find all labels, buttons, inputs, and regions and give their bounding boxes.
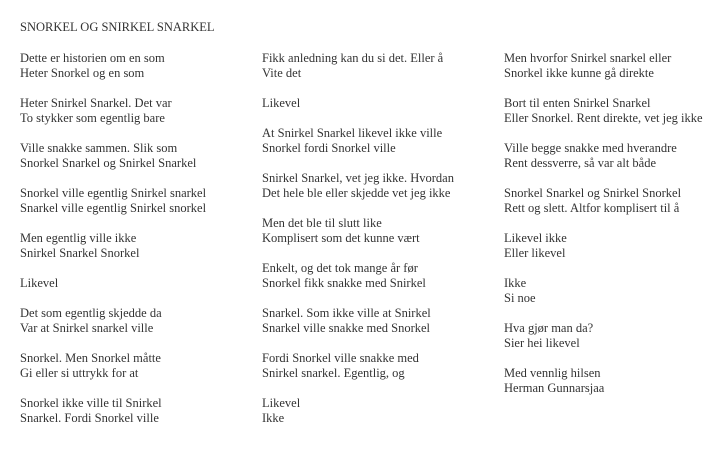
poem-line: Likevel [262, 396, 301, 410]
poem-line: Snirkel snarkel. Egentlig, og [262, 366, 405, 380]
poem-line: Men det ble til slutt like [262, 216, 382, 230]
poem-line: Komplisert som det kunne vært [262, 231, 420, 245]
poem-line: Enkelt, og det tok mange år før [262, 261, 418, 275]
signature-author: Herman Gunnarsjaa [504, 381, 605, 395]
stanza [504, 141, 703, 171]
poem-line: Snarkel ville egentlig Snirkel snorkel [20, 201, 207, 215]
stanza [504, 186, 703, 216]
poem-column-1 [20, 51, 206, 441]
poem-line: Ville snakke sammen. Slik som [20, 141, 178, 155]
poem-line: Eller likevel [504, 246, 566, 260]
poem-line: Heter Snorkel og en som [20, 66, 145, 80]
stanza [262, 171, 454, 201]
poem-line: Heter Snirkel Snarkel. Det var [20, 96, 172, 110]
stanza [20, 186, 206, 216]
stanza [20, 96, 206, 126]
stanza [504, 321, 703, 351]
poem-line: Snorkel fikk snakke med Snirkel [262, 276, 426, 290]
stanza [262, 261, 454, 291]
poem-line: Det hele ble eller skjedde vet jeg ikke [262, 186, 451, 200]
stanza [262, 351, 454, 381]
stanza [504, 96, 703, 126]
poem-line: Fordi Snorkel ville snakke med [262, 351, 419, 365]
poem-line: Snorkel Snarkel og Snirkel Snarkel [20, 156, 197, 170]
poem-line: Likevel [20, 276, 59, 290]
poem-line: Ikke [262, 411, 285, 425]
poem-line: Ikke [504, 276, 527, 290]
poem-line: Snorkel ville egentlig Snirkel snarkel [20, 186, 207, 200]
stanza [504, 276, 703, 306]
poem-line: Snarkel ville snakke med Snorkel [262, 321, 431, 335]
stanza [262, 126, 454, 156]
poem-line: Var at Snirkel snarkel ville [20, 321, 154, 335]
poem-line: Dette er historien om en som [20, 51, 165, 65]
stanza [20, 276, 206, 291]
poem-line: Bort til enten Snirkel Snarkel [504, 96, 651, 110]
poem-line: Likevel ikke [504, 231, 567, 245]
poem-line: To stykker som egentlig bare [20, 111, 165, 125]
stanza [20, 351, 206, 381]
poem-line: Snirkel Snarkel Snorkel [20, 246, 140, 260]
poem-line: Sier hei likevel [504, 336, 580, 350]
poem-line: Rent dessverre, så var alt både [504, 156, 657, 170]
poem-line: Snirkel Snarkel, vet jeg ikke. Hvordan [262, 171, 454, 185]
poem-line: Snarkel. Som ikke ville at Snirkel [262, 306, 431, 320]
poem-line: Si noe [504, 291, 536, 305]
poem-line: Snorkel Snarkel og Snirkel Snorkel [504, 186, 682, 200]
stanza [262, 216, 454, 246]
stanza-signature [504, 366, 703, 396]
poem-line: Fikk anledning kan du si det. Eller å [262, 51, 444, 65]
poem-line: Snorkel fordi Snorkel ville [262, 141, 396, 155]
signature-closing: Med vennlig hilsen [504, 366, 601, 380]
stanza [20, 141, 206, 171]
poem-line: Men hvorfor Snirkel snarkel eller [504, 51, 672, 65]
stanza [504, 231, 703, 261]
poem-line: Men egentlig ville ikke [20, 231, 137, 245]
poem-line: Snorkel ikke ville til Snirkel [20, 396, 162, 410]
stanza [262, 51, 454, 81]
poem-line: Snorkel. Men Snorkel måtte [20, 351, 161, 365]
poem-line: Ville begge snakke med hverandre [504, 141, 677, 155]
poem-column-3 [504, 51, 703, 411]
stanza [20, 396, 206, 426]
poem-line: Gi eller si uttrykk for at [20, 366, 139, 380]
poem-line: Eller Snorkel. Rent direkte, vet jeg ikke [504, 111, 703, 125]
poem-line: At Snirkel Snarkel likevel ikke ville [262, 126, 443, 140]
poem-line: Snarkel. Fordi Snorkel ville [20, 411, 159, 425]
stanza [504, 51, 703, 81]
poem-title: SNORKEL OG SNIRKEL SNARKEL [20, 20, 215, 34]
stanza [262, 396, 454, 426]
poem-line: Likevel [262, 96, 301, 110]
poem-column-2 [262, 51, 454, 441]
stanza [20, 51, 206, 81]
poem-line: Vite det [262, 66, 302, 80]
stanza [262, 96, 454, 111]
poem-line: Rett og slett. Altfor komplisert til å [504, 201, 680, 215]
stanza [20, 306, 206, 336]
poem-line: Det som egentlig skjedde da [20, 306, 162, 320]
poem-line: Snorkel ikke kunne gå direkte [504, 66, 654, 80]
poem-line: Hva gjør man da? [504, 321, 594, 335]
stanza [262, 306, 454, 336]
stanza [20, 231, 206, 261]
